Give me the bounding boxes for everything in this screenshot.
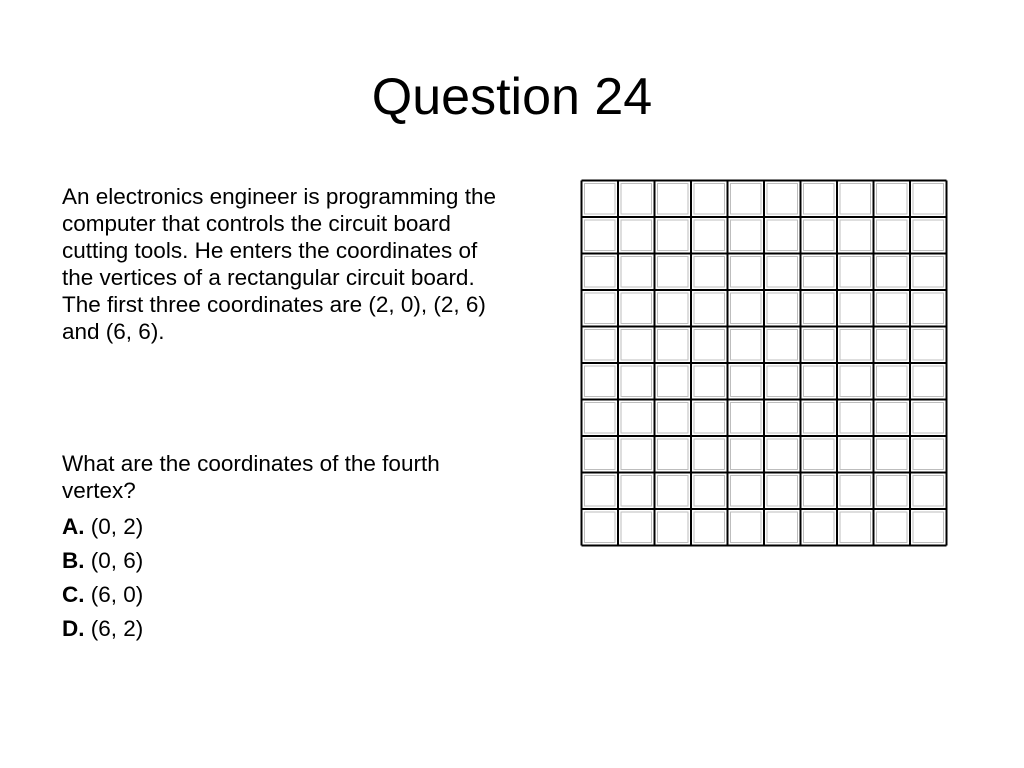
grid-cell [658, 330, 689, 361]
grid-cell [621, 293, 652, 324]
grid-cell [877, 220, 908, 251]
grid-cell [913, 439, 944, 470]
grid-cell [694, 403, 725, 434]
grid-cell [658, 257, 689, 288]
grid-cell [585, 220, 616, 251]
grid-cell [585, 257, 616, 288]
grid-cell [840, 184, 871, 215]
grid-cell [767, 257, 798, 288]
grid-cell [877, 293, 908, 324]
grid-cell [658, 220, 689, 251]
grid-cell [913, 220, 944, 251]
grid-cell [731, 184, 762, 215]
grid-cell [731, 220, 762, 251]
grid-cell [585, 512, 616, 543]
slide-title: Question 24 [371, 68, 653, 126]
grid-cell [694, 330, 725, 361]
grid-cell [804, 330, 835, 361]
grid-cell [658, 476, 689, 507]
grid-cell [767, 366, 798, 397]
grid-cell [694, 220, 725, 251]
grid-cell [913, 476, 944, 507]
grid-cell [767, 220, 798, 251]
grid-cell [913, 330, 944, 361]
grid-cell [621, 257, 652, 288]
grid-cell [731, 512, 762, 543]
grid-cell [585, 439, 616, 470]
grid-cell [840, 512, 871, 543]
option-b-text: (0, 6) [90, 548, 144, 573]
answer-options [62, 510, 482, 646]
grid-cell [804, 512, 835, 543]
grid-cell [877, 184, 908, 215]
grid-cell [767, 403, 798, 434]
option-a-text: (0, 2) [90, 514, 144, 539]
grid-cell [658, 184, 689, 215]
grid-cell [913, 257, 944, 288]
grid-cell [585, 403, 616, 434]
grid-cell [694, 293, 725, 324]
grid-cell [694, 184, 725, 215]
problem-statement [62, 183, 512, 345]
grid-cell [804, 366, 835, 397]
grid-cell [840, 220, 871, 251]
question-text: What are the coordinates of the fourth vertex? [62, 451, 440, 503]
grid-cell [877, 330, 908, 361]
grid-cell [731, 403, 762, 434]
option-b[interactable] [62, 544, 482, 578]
grid-cell [731, 439, 762, 470]
grid-cell [585, 330, 616, 361]
option-c-text: (6, 0) [90, 582, 144, 607]
grid-cell [840, 330, 871, 361]
grid-cell [877, 512, 908, 543]
grid-cell [658, 366, 689, 397]
option-c-letter: C. [62, 582, 85, 607]
grid-cell [731, 330, 762, 361]
option-d-text: (6, 2) [90, 616, 144, 641]
grid-cell [621, 220, 652, 251]
grid-cell [585, 476, 616, 507]
grid-cell [877, 476, 908, 507]
grid-cell [804, 220, 835, 251]
option-a[interactable] [62, 510, 482, 544]
grid-cell [840, 366, 871, 397]
option-d-letter: D. [62, 616, 85, 641]
grid-cell [767, 512, 798, 543]
grid-cell [877, 439, 908, 470]
grid-cell [585, 366, 616, 397]
grid-cell [621, 403, 652, 434]
grid-cell [913, 184, 944, 215]
option-d[interactable] [62, 612, 482, 646]
grid-cell [585, 293, 616, 324]
option-a-letter: A. [62, 514, 85, 539]
problem-paragraph: An electronics engineer is programming the computer that controls the circuit board cutting tools. He enters the coordinates of the vertices of a rectangular circuit board. The first three coordinates are (2, 0), (2, 6) and (6, 6). [62, 184, 496, 344]
grid-cell [694, 439, 725, 470]
grid-cell [877, 403, 908, 434]
grid-cell [804, 403, 835, 434]
grid-cell [840, 439, 871, 470]
grid-cell [913, 366, 944, 397]
grid-cell [767, 476, 798, 507]
grid-cell [731, 257, 762, 288]
grid-cell [658, 512, 689, 543]
grid-cell [621, 439, 652, 470]
grid-cell [658, 293, 689, 324]
grid-cell [767, 293, 798, 324]
grid-cell [658, 439, 689, 470]
grid-cell [621, 184, 652, 215]
grid-cell [804, 439, 835, 470]
grid-cell [913, 293, 944, 324]
coordinate-grid [580, 179, 948, 547]
grid-cell [913, 403, 944, 434]
grid-cell [731, 476, 762, 507]
grid-cell [694, 476, 725, 507]
grid-cell [621, 476, 652, 507]
grid-cell [804, 257, 835, 288]
grid-cell [767, 439, 798, 470]
grid-cell [621, 366, 652, 397]
grid-cell [694, 366, 725, 397]
grid-cell [877, 257, 908, 288]
grid-cell [840, 293, 871, 324]
grid-cell [694, 257, 725, 288]
grid-cell [840, 476, 871, 507]
grid-cell [585, 184, 616, 215]
grid-cell [913, 512, 944, 543]
grid-cell [694, 512, 725, 543]
grid-cell [658, 403, 689, 434]
grid-cell [804, 293, 835, 324]
grid-cell [877, 366, 908, 397]
grid-cell [621, 512, 652, 543]
grid-cell [804, 184, 835, 215]
option-b-letter: B. [62, 548, 85, 573]
grid-cell [767, 330, 798, 361]
grid-cell [731, 293, 762, 324]
grid-cell [840, 257, 871, 288]
option-c[interactable] [62, 578, 482, 612]
grid-cell [621, 330, 652, 361]
grid-cell [731, 366, 762, 397]
grid-cell [767, 184, 798, 215]
grid-cell [804, 476, 835, 507]
grid-cell [840, 403, 871, 434]
